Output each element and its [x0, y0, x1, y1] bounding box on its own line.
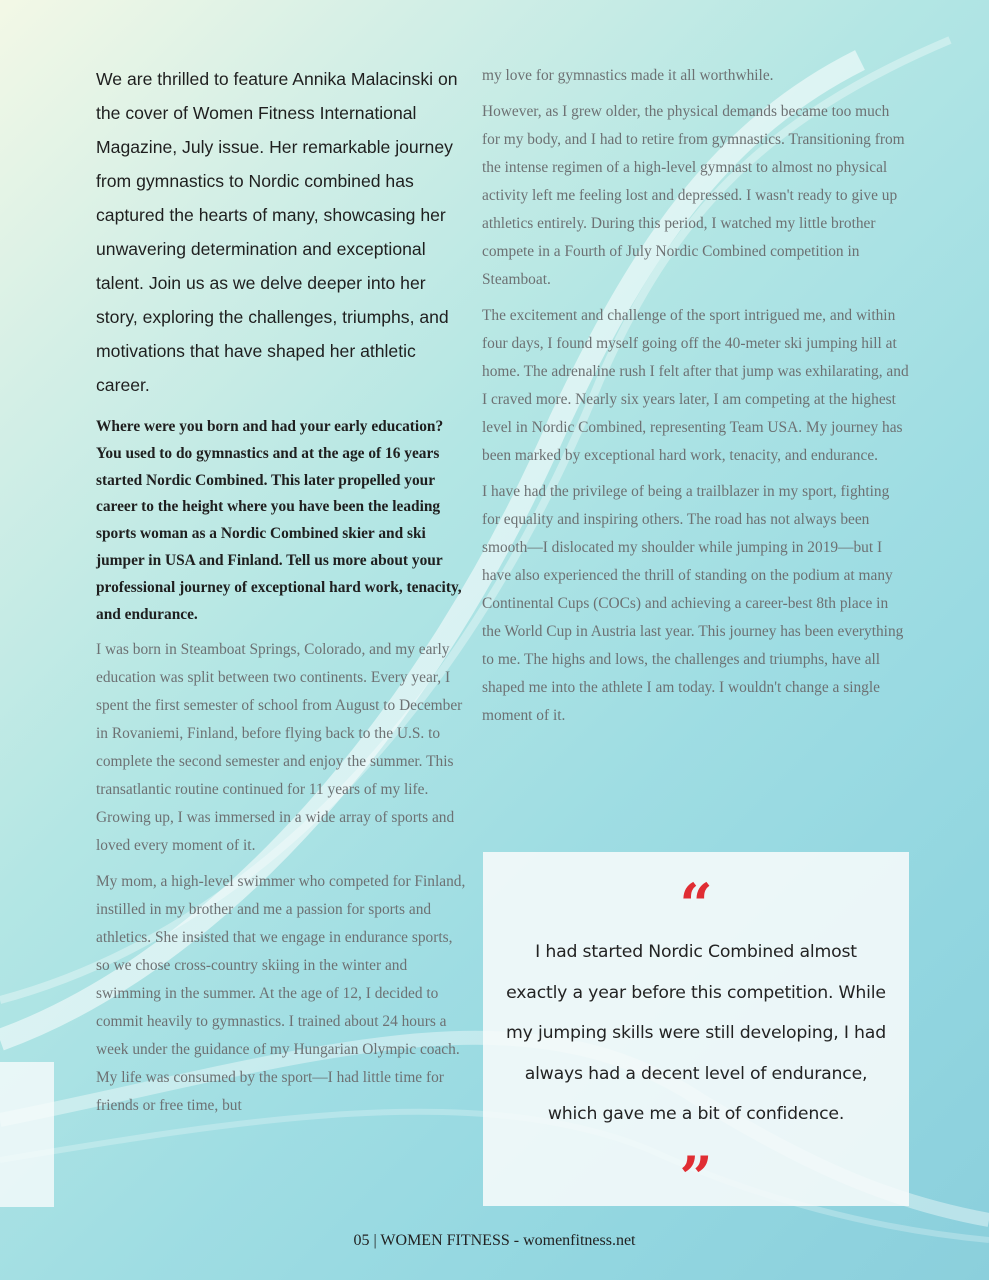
- pull-quote-box: [483, 852, 909, 1206]
- pull-quote-text: I had started Nordic Combined almost exactly a year before this competition. While my jumping skills were still developing, I had always had a decent level of endurance, which gave me a bit of confidence.: [506, 942, 886, 1124]
- answer-paragraph: My mom, a high-level swimmer who competed for Finland, instilled in my brother and me a passion for sports and athletics. She insisted that we engage in endurance sports, so we chose cross-country skiing in the winter and swimming in the summer. At the age of 12, I decided to commit heavily to gymnastics. I trained about 24 hours a week under the guidance of my Hungarian Olympic coach. My life was consumed by the sport—I had little time for friends or free time, but: [96, 873, 466, 1115]
- page-footer: 05 | WOMEN FITNESS - womenfitness.net: [353, 1232, 636, 1249]
- answer-paragraph: However, as I grew older, the physical demands became too much for my body, and I had to retire from gymnastics. Transitioning from the intense regimen of a high-level gymnast to almost no physical activity left me feeling lost and depressed. I wasn't ready to give up athletics entirely. During this period, I watched my little brother compete in a Fourth of July Nordic Combined competition in Steamboat.: [482, 103, 905, 288]
- answer-paragraph: I was born in Steamboat Springs, Colorado, and my early education was split between two continents. Every year, I spent the first semester of school from August to December in Rovaniemi, Finland, before flying back to the U.S. to complete the second semester and enjoy the summer. This transatlantic routine continued for 11 years of my life. Growing up, I was immersed in a wide array of sports and loved every moment of it.: [96, 641, 463, 855]
- open-quote-icon: “: [679, 876, 713, 926]
- interview-question: Where were you born and had your early education? You used to do gymnastics and at the age of 16 years started Nordic Combined. This later propelled your career to the height where you have been the leading sports woman as a Nordic Combined skier and ski jumper in USA and Finland. Tell us more about your professional journey of exceptional hard work, tenacity, and endurance.: [96, 418, 462, 623]
- decorative-side-panel: [0, 1062, 54, 1207]
- answer-paragraph: I have had the privilege of being a trailblazer in my sport, fighting for equality and inspiring others. The road has not always been smooth—I dislocated my shoulder while jumping in 2019—but I have also experienced the thrill of standing on the podium at many Continental Cups (COCs) and achieving a career-best 8th place in the World Cup in Austria last year. This journey has been everything to me. The highs and lows, the challenges and triumphs, have all shaped me into the athlete I am today. I wouldn't change a single moment of it.: [482, 483, 904, 724]
- answer-paragraph: The excitement and challenge of the sport intrigued me, and within four days, I found myself going off the 40-meter ski jumping hill at home. The adrenaline rush I felt after that jump was exhilarating, and I craved more. Nearly six years later, I am competing at the highest level in Nordic Combined, representing Team USA. My journey has been marked by exceptional hard work, tenacity, and endurance.: [482, 307, 909, 464]
- left-column: [96, 62, 466, 1128]
- right-column: [482, 62, 910, 738]
- intro-paragraph: We are thrilled to feature Annika Malacinski on the cover of Women Fitness International Magazine, July issue. Her remarkable journey from gymnastics to Nordic combined has captured the hearts of many, showcasing her unwavering determination and exceptional talent. Join us as we delve deeper into her story, exploring the challenges, triumphs, and motivations that have shaped her athletic career.: [96, 69, 458, 395]
- close-quote-icon: ”: [679, 1148, 713, 1199]
- answer-paragraph: my love for gymnastics made it all worthwhile.: [482, 67, 774, 84]
